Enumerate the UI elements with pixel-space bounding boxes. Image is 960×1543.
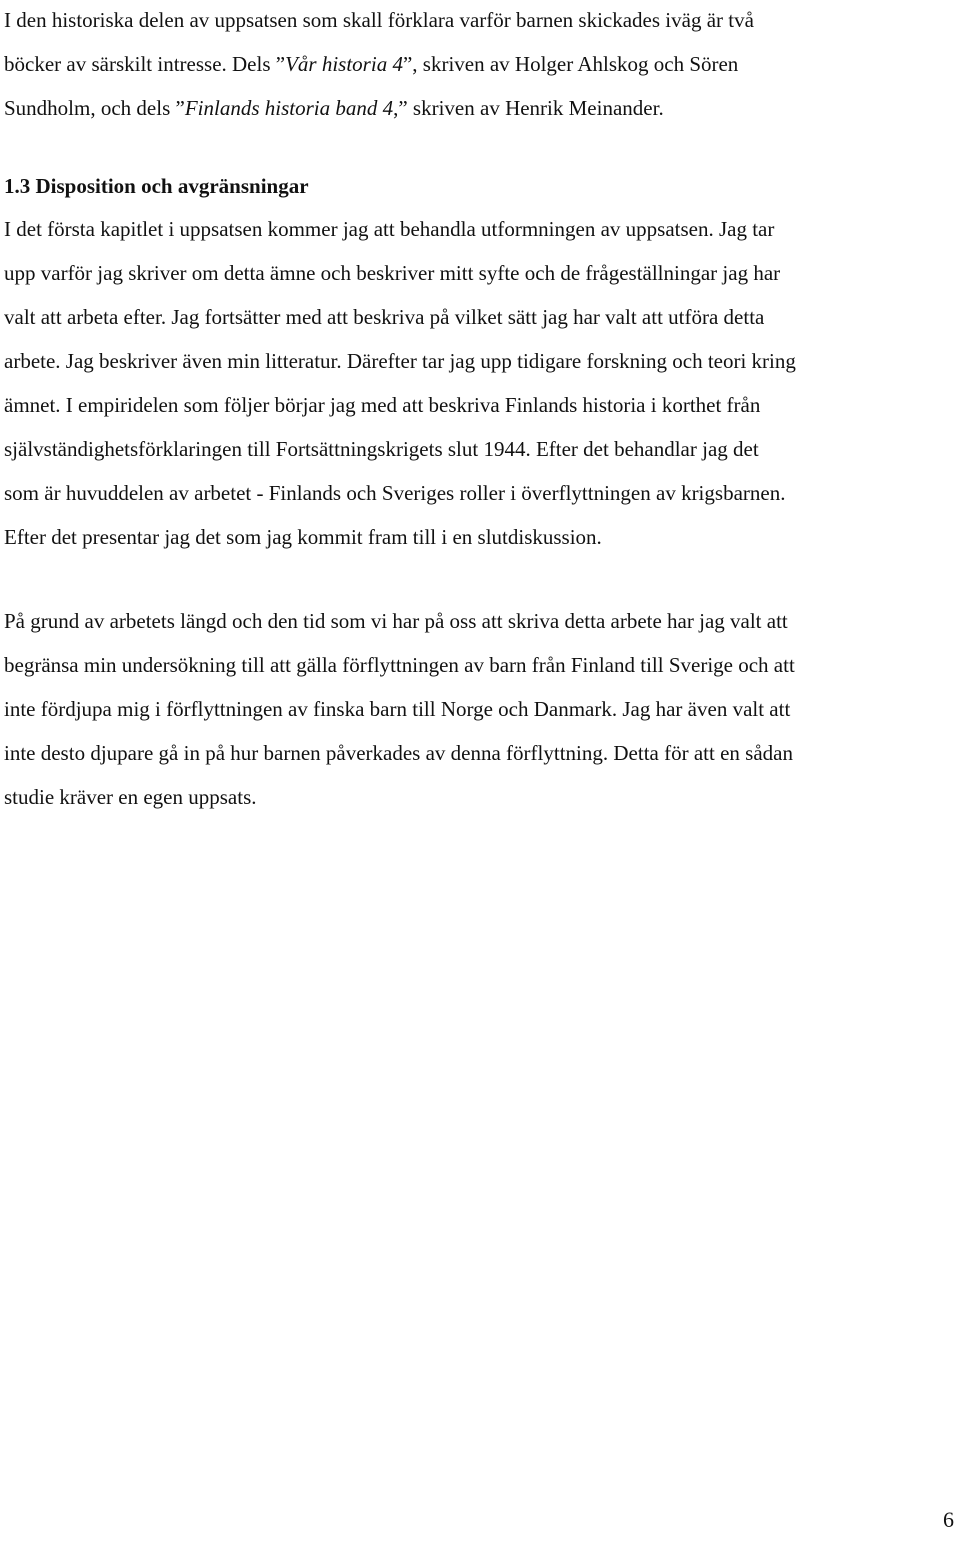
delimitation-line: På grund av arbetets längd och den tid som vi har på oss att skriva detta arbete har jag valt att (4, 609, 788, 633)
delimitation-line: inte desto djupare gå in på hur barnen påverkades av denna förflyttning. Detta för att en sådan (4, 741, 793, 765)
intro-line-3 (4, 86, 960, 130)
disposition-line: ämnet. I empiridelen som följer börjar jag med att beskriva Finlands historia i korthet från (4, 393, 761, 417)
book-title-var-historia: Vår historia 4 (285, 52, 403, 76)
disposition-line: Efter det presentar jag det som jag kommit fram till i en slutdiskussion. (4, 525, 602, 549)
intro-line-3-text: Sundholm, och dels ” (4, 96, 185, 120)
disposition-line: som är huvuddelen av arbetet - Finlands och Sveriges roller i överflyttningen av krigsbarnen. (4, 481, 786, 505)
book-title-finlands-historia: Finlands historia band 4 (184, 96, 394, 120)
intro-line-1: I den historiska delen av uppsatsen som skall förklara varför barnen skickades iväg är två (4, 8, 754, 32)
intro-line-3-tail: ,” skriven av Henrik Meinander. (393, 96, 664, 120)
disposition-line: upp varför jag skriver om detta ämne och beskriver mitt syfte och de frågeställningar jag har (4, 261, 781, 285)
delimitation-paragraph (4, 599, 960, 819)
delimitation-line: begränsa min undersökning till att gälla förflyttningen av barn från Finland till Sverige och att (4, 653, 795, 677)
intro-line-2-text: böcker av särskilt intresse. Dels ” (4, 52, 286, 76)
section-heading: 1.3 Disposition och avgränsningar (4, 174, 309, 198)
disposition-line: valt att arbeta efter. Jag fortsätter med att beskriva på vilket sätt jag har valt att utföra detta (4, 305, 765, 329)
intro-paragraph (4, 0, 960, 130)
delimitation-line: inte fördjupa mig i förflyttningen av finska barn till Norge och Danmark. Jag har även valt att (4, 697, 791, 721)
disposition-paragraph (4, 207, 960, 559)
delimitation-line: studie kräver en egen uppsats. (4, 785, 257, 809)
intro-line-2 (4, 42, 960, 86)
disposition-line: arbete. Jag beskriver även min litteratur. Därefter tar jag upp tidigare forskning och teori kring (4, 349, 796, 373)
disposition-line: självständighetsförklaringen till Fortsättningskrigets slut 1944. Efter det behandlar jag det (4, 437, 759, 461)
page-number: 6 (943, 1507, 954, 1532)
disposition-line: I det första kapitlet i uppsatsen kommer jag att behandla utformningen av uppsatsen. Jag tar (4, 217, 775, 241)
intro-line-2-tail: ”, skriven av Holger Ahlskog och Sören (402, 52, 739, 76)
